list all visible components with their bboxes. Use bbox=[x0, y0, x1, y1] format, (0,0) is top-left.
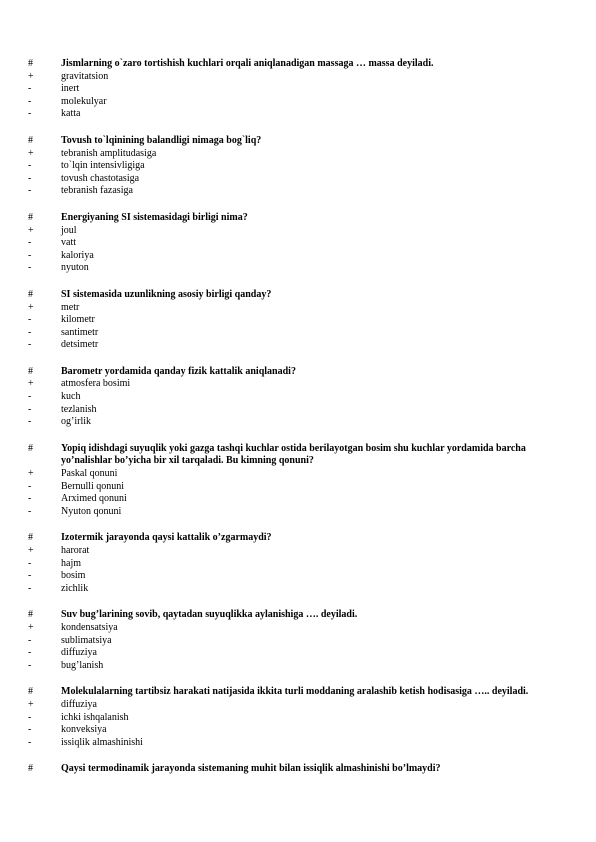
answer-text: harorat bbox=[61, 545, 90, 556]
answer-option bbox=[0, 493, 596, 506]
answer-option bbox=[0, 339, 596, 352]
answer-option bbox=[0, 148, 596, 161]
answer-option bbox=[0, 327, 596, 340]
answer-text: molekulyar bbox=[61, 95, 107, 107]
question-row bbox=[0, 135, 596, 148]
answer-text: og’irlik bbox=[61, 416, 91, 428]
answer-text: inert bbox=[61, 83, 80, 95]
answer-marker: - bbox=[28, 493, 32, 505]
answer-text: kilometr bbox=[61, 314, 95, 326]
answer-text: atmosfera bosimi bbox=[61, 378, 131, 390]
question-text: Izotermik jarayonda qaysi kattalik o’zgarmaydi? bbox=[61, 532, 272, 544]
answer-text: tovush chastotasiga bbox=[61, 172, 140, 184]
question-marker: # bbox=[28, 763, 33, 775]
question-marker: # bbox=[28, 211, 33, 223]
answer-marker: - bbox=[28, 391, 32, 403]
answer-marker: + bbox=[28, 224, 34, 236]
question-text: Qaysi termodinamik jarayonda sistemaning muhit bilan issiqlik almashinishi bo’lmaydi? bbox=[61, 763, 441, 775]
answer-text: nyuton bbox=[61, 262, 89, 274]
answer-option bbox=[0, 262, 596, 275]
question-block bbox=[0, 532, 596, 595]
answer-text: bug’lanish bbox=[61, 659, 104, 671]
answer-text: Nyuton qonuni bbox=[61, 505, 122, 517]
question-row bbox=[0, 289, 596, 302]
question-marker: # bbox=[28, 532, 33, 544]
question-block bbox=[0, 135, 596, 198]
answer-marker: + bbox=[28, 468, 34, 480]
answer-option bbox=[0, 724, 596, 737]
answer-marker: - bbox=[28, 83, 32, 95]
answer-option bbox=[0, 712, 596, 725]
answer-option bbox=[0, 108, 596, 121]
answer-text: kondensatsiya bbox=[61, 621, 118, 633]
question-marker: # bbox=[28, 134, 33, 146]
answer-marker: + bbox=[28, 621, 34, 633]
answer-marker: + bbox=[28, 698, 34, 710]
answer-option bbox=[0, 173, 596, 186]
answer-option bbox=[0, 468, 596, 481]
answer-option bbox=[0, 391, 596, 404]
question-block bbox=[0, 443, 596, 519]
question-marker: # bbox=[28, 58, 33, 69]
answer-option bbox=[0, 647, 596, 660]
answer-text: konveksiya bbox=[61, 724, 107, 736]
answer-option bbox=[0, 660, 596, 673]
answer-text: bosim bbox=[61, 570, 86, 582]
question-row bbox=[0, 212, 596, 225]
answer-option bbox=[0, 378, 596, 391]
answer-marker: - bbox=[28, 185, 32, 197]
answer-option bbox=[0, 160, 596, 173]
answer-marker: - bbox=[28, 160, 32, 172]
answer-option bbox=[0, 314, 596, 327]
answer-option bbox=[0, 558, 596, 571]
question-text: Yopiq idishdagi suyuqlik yoki gazga tashqi kuchlar ostida berilayotgan bosim shu kuchlar yordamida barcha yo’nalishlar bo’yicha bir xil tarqaladi. Bu kimning qonuni? bbox=[61, 442, 526, 467]
question-block bbox=[0, 289, 596, 352]
question-block bbox=[0, 763, 596, 776]
answer-text: kaloriya bbox=[61, 249, 94, 261]
answer-marker: - bbox=[28, 416, 32, 428]
answer-marker: - bbox=[28, 634, 32, 646]
answer-text: issiqlik almashinishi bbox=[61, 736, 143, 748]
question-text: Molekulalarning tartibsiz harakati natijasida ikkita turli moddaning aralashib ketish hodisasiga ….. deyiladi. bbox=[61, 686, 529, 698]
answer-marker: - bbox=[28, 570, 32, 582]
answer-text: Arximed qonuni bbox=[61, 493, 127, 505]
answer-text: diffuziya bbox=[61, 647, 97, 659]
question-row bbox=[0, 58, 596, 71]
answer-option bbox=[0, 83, 596, 96]
answer-marker: - bbox=[28, 237, 32, 249]
answer-marker: - bbox=[28, 480, 32, 492]
answer-option bbox=[0, 96, 596, 109]
question-row bbox=[0, 532, 596, 545]
answer-text: hajm bbox=[61, 557, 81, 569]
answer-option bbox=[0, 302, 596, 315]
answer-marker: - bbox=[28, 95, 32, 107]
answer-option bbox=[0, 506, 596, 519]
answer-option bbox=[0, 583, 596, 596]
answer-text: sublimatsiya bbox=[61, 634, 112, 646]
answer-marker: - bbox=[28, 172, 32, 184]
answer-option bbox=[0, 699, 596, 712]
answer-marker: - bbox=[28, 505, 32, 517]
answer-option bbox=[0, 404, 596, 417]
question-row bbox=[0, 366, 596, 379]
answer-text: tezlanish bbox=[61, 403, 97, 415]
question-row bbox=[0, 763, 596, 776]
answer-marker: - bbox=[28, 262, 32, 274]
answer-marker: + bbox=[28, 545, 34, 556]
question-marker: # bbox=[28, 609, 33, 621]
answer-marker: - bbox=[28, 736, 32, 748]
answer-text: vatt bbox=[61, 237, 76, 249]
answer-text: santimetr bbox=[61, 326, 99, 338]
answer-marker: + bbox=[28, 147, 34, 159]
answer-option bbox=[0, 237, 596, 250]
answer-marker: - bbox=[28, 659, 32, 671]
question-marker: # bbox=[28, 365, 33, 377]
question-block bbox=[0, 58, 596, 121]
answer-option bbox=[0, 622, 596, 635]
question-row bbox=[0, 686, 596, 699]
answer-text: gravitatsion bbox=[61, 70, 109, 82]
answer-text: tebranish fazasiga bbox=[61, 185, 133, 197]
answer-marker: - bbox=[28, 339, 32, 351]
question-block bbox=[0, 686, 596, 749]
question-text: Jismlarning o`zaro tortishish kuchlari orqali aniqlanadigan massaga … massa deyiladi. bbox=[61, 58, 434, 69]
answer-text: katta bbox=[61, 108, 81, 120]
answer-marker: - bbox=[28, 326, 32, 338]
answer-marker: - bbox=[28, 582, 32, 594]
question-row bbox=[0, 609, 596, 622]
answer-option bbox=[0, 185, 596, 198]
question-marker: # bbox=[28, 686, 33, 698]
answer-option bbox=[0, 481, 596, 494]
answer-text: diffuziya bbox=[61, 698, 97, 710]
answer-marker: + bbox=[28, 301, 34, 313]
answer-text: metr bbox=[61, 301, 80, 313]
answer-marker: + bbox=[28, 70, 34, 82]
answer-text: tebranish amplitudasiga bbox=[61, 147, 157, 159]
answer-marker: - bbox=[28, 724, 32, 736]
question-text: Tovush to`lqinining balandligi nimaga bog`liq? bbox=[61, 134, 262, 146]
answer-text: detsimetr bbox=[61, 339, 99, 351]
question-text: SI sistemasida uzunlikning asosiy birligi qanday? bbox=[61, 288, 272, 300]
question-marker: # bbox=[28, 288, 33, 300]
question-block bbox=[0, 212, 596, 275]
answer-text: Paskal qonuni bbox=[61, 468, 118, 480]
answer-option bbox=[0, 250, 596, 263]
question-text: Barometr yordamida qanday fizik kattalik aniqlanadi? bbox=[61, 365, 296, 377]
answer-text: to`lqin intensivligiga bbox=[61, 160, 145, 172]
answer-text: Bernulli qonuni bbox=[61, 480, 125, 492]
answer-marker: - bbox=[28, 403, 32, 415]
answer-text: joul bbox=[61, 224, 77, 236]
answer-marker: - bbox=[28, 647, 32, 659]
answer-marker: - bbox=[28, 249, 32, 261]
answer-option bbox=[0, 225, 596, 238]
question-text: Suv bug’larining sovib, qaytadan suyuqlikka aylanishiga …. deyiladi. bbox=[61, 609, 358, 621]
answer-option bbox=[0, 416, 596, 429]
answer-option bbox=[0, 635, 596, 648]
answer-text: ichki ishqalanish bbox=[61, 711, 129, 723]
answer-marker: - bbox=[28, 108, 32, 120]
answer-option bbox=[0, 737, 596, 750]
question-row bbox=[0, 443, 596, 468]
answer-marker: - bbox=[28, 314, 32, 326]
answer-option bbox=[0, 570, 596, 583]
question-marker: # bbox=[28, 442, 33, 454]
answer-option bbox=[0, 71, 596, 84]
question-text: Energiyaning SI sistemasidagi birligi nima? bbox=[61, 211, 248, 223]
answer-option bbox=[0, 545, 596, 558]
answer-marker: - bbox=[28, 711, 32, 723]
question-block bbox=[0, 366, 596, 429]
answer-text: zichlik bbox=[61, 582, 89, 594]
answer-text: kuch bbox=[61, 391, 81, 403]
answer-marker: - bbox=[28, 557, 32, 569]
answer-marker: + bbox=[28, 378, 34, 390]
question-block bbox=[0, 609, 596, 672]
question-list bbox=[0, 58, 596, 776]
